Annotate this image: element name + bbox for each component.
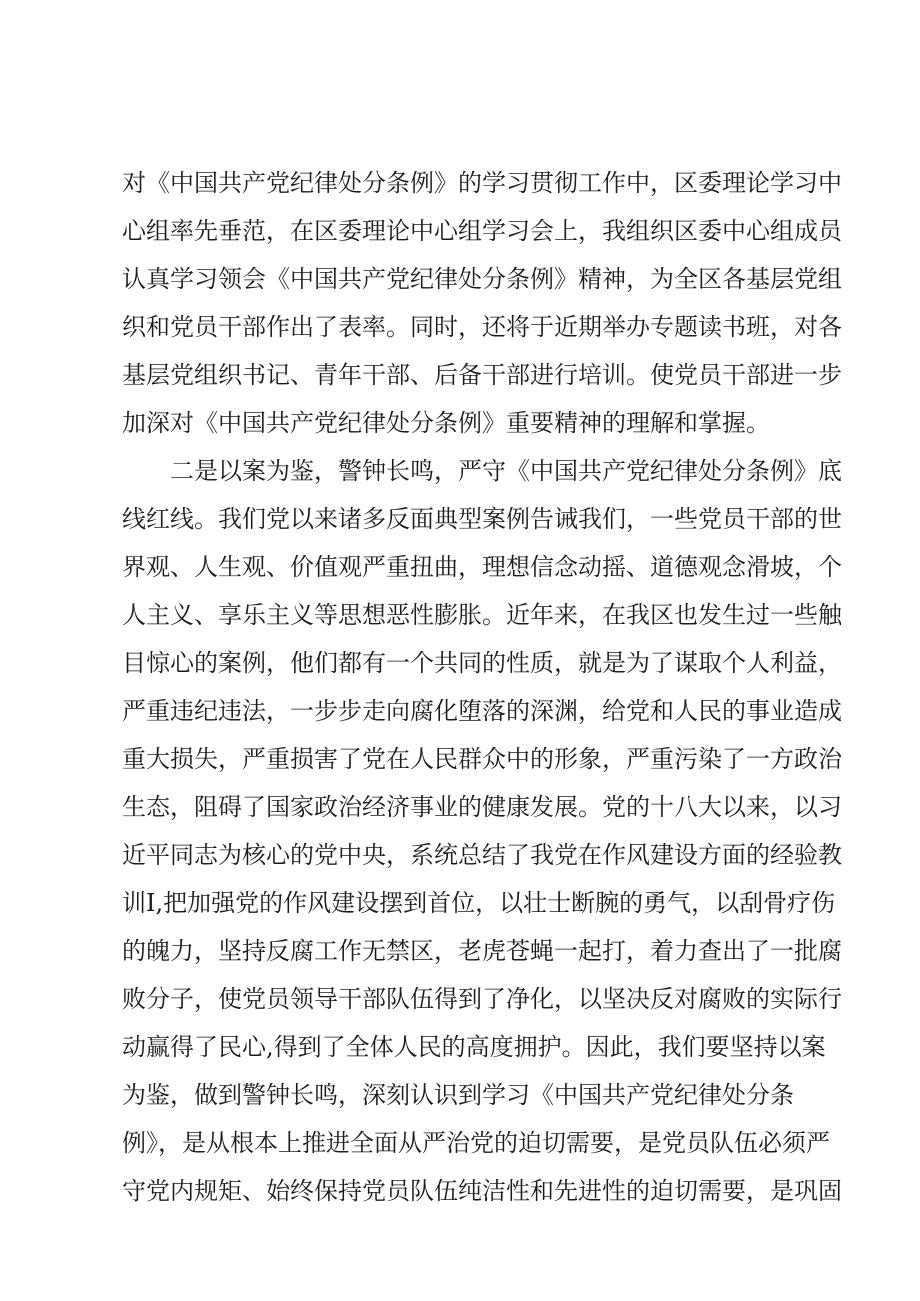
paragraph-line: 二是以案为鉴，警钟长鸣，严守《中国共产党纪律处分条例》底 (170, 457, 842, 485)
paragraph-line: 心组率先垂范，在区委理论中心组学习会上，我组织区委中心组成员 (122, 217, 842, 245)
paragraph-line: 认真学习领会《中国共产党纪律处分条例》精神，为全区各基层党组 (122, 265, 842, 293)
paragraph-line: 守党内规矩、始终保持党员队伍纯洁性和先进性的迫切需要，是巩固 (122, 1177, 842, 1205)
paragraph-line: 人主义、享乐主义等思想恶性膨胀。近年来，在我区也发生过一些触 (122, 601, 842, 629)
paragraph-line: 近平同志为核心的党中央，系统总结了我党在作风建设方面的经验教 (122, 841, 842, 869)
paragraph-line: 基层党组织书记、青年干部、后备干部进行培训。使党员干部进一步 (122, 361, 842, 389)
paragraph-line: 加深对《中国共产党纪律处分条例》重要精神的理解和掌握。 (122, 409, 770, 437)
paragraph-line: 严重违纪违法，一步步走向腐化堕落的深渊，给党和人民的事业造成 (122, 697, 842, 725)
paragraph-line: 界观、人生观、价值观严重扭曲，理想信念动摇、道德观念滑坡，个 (122, 553, 842, 581)
paragraph-line: 为鉴，做到警钟长鸣，深刻认识到学习《中国共产党纪律处分条 (122, 1081, 794, 1109)
paragraph-line: 败分子，使党员领导干部队伍得到了净化，以坚决反对腐败的实际行 (122, 985, 842, 1013)
paragraph-line: 例》，是从根本上推进全面从严治党的迫切需要，是党员队伍必须严 (122, 1129, 830, 1157)
paragraph-line: 训I,把加强党的作风建设摆到首位，以壮士断腕的勇气，以刮骨疗伤 (122, 889, 836, 917)
paragraph-line: 的魄力，坚持反腐工作无禁区，老虎苍蝇一起打，着力查出了一批腐 (122, 937, 842, 965)
paragraph-line: 织和党员干部作出了表率。同时，还将于近期举办专题读书班，对各 (122, 313, 842, 341)
paragraph-line: 生态，阻碍了国家政治经济事业的健康发展。党的十八大以来，以习 (122, 793, 842, 821)
paragraph-line: 目惊心的案例，他们都有一个共同的性质，就是为了谋取个人利益， (122, 649, 842, 677)
paragraph-line: 线红线。我们党以来诸多反面典型案例告诫我们，一些党员干部的世 (122, 505, 842, 533)
paragraph-line: 动赢得了民心,得到了全体人民的高度拥护。因此，我们要坚持以案 (122, 1033, 826, 1061)
paragraph-line: 重大损失，严重损害了党在人民群众中的形象，严重污染了一方政治 (122, 745, 842, 773)
paragraph-line: 对《中国共产党纪律处分条例》的学习贯彻工作中，区委理论学习中 (122, 169, 842, 197)
